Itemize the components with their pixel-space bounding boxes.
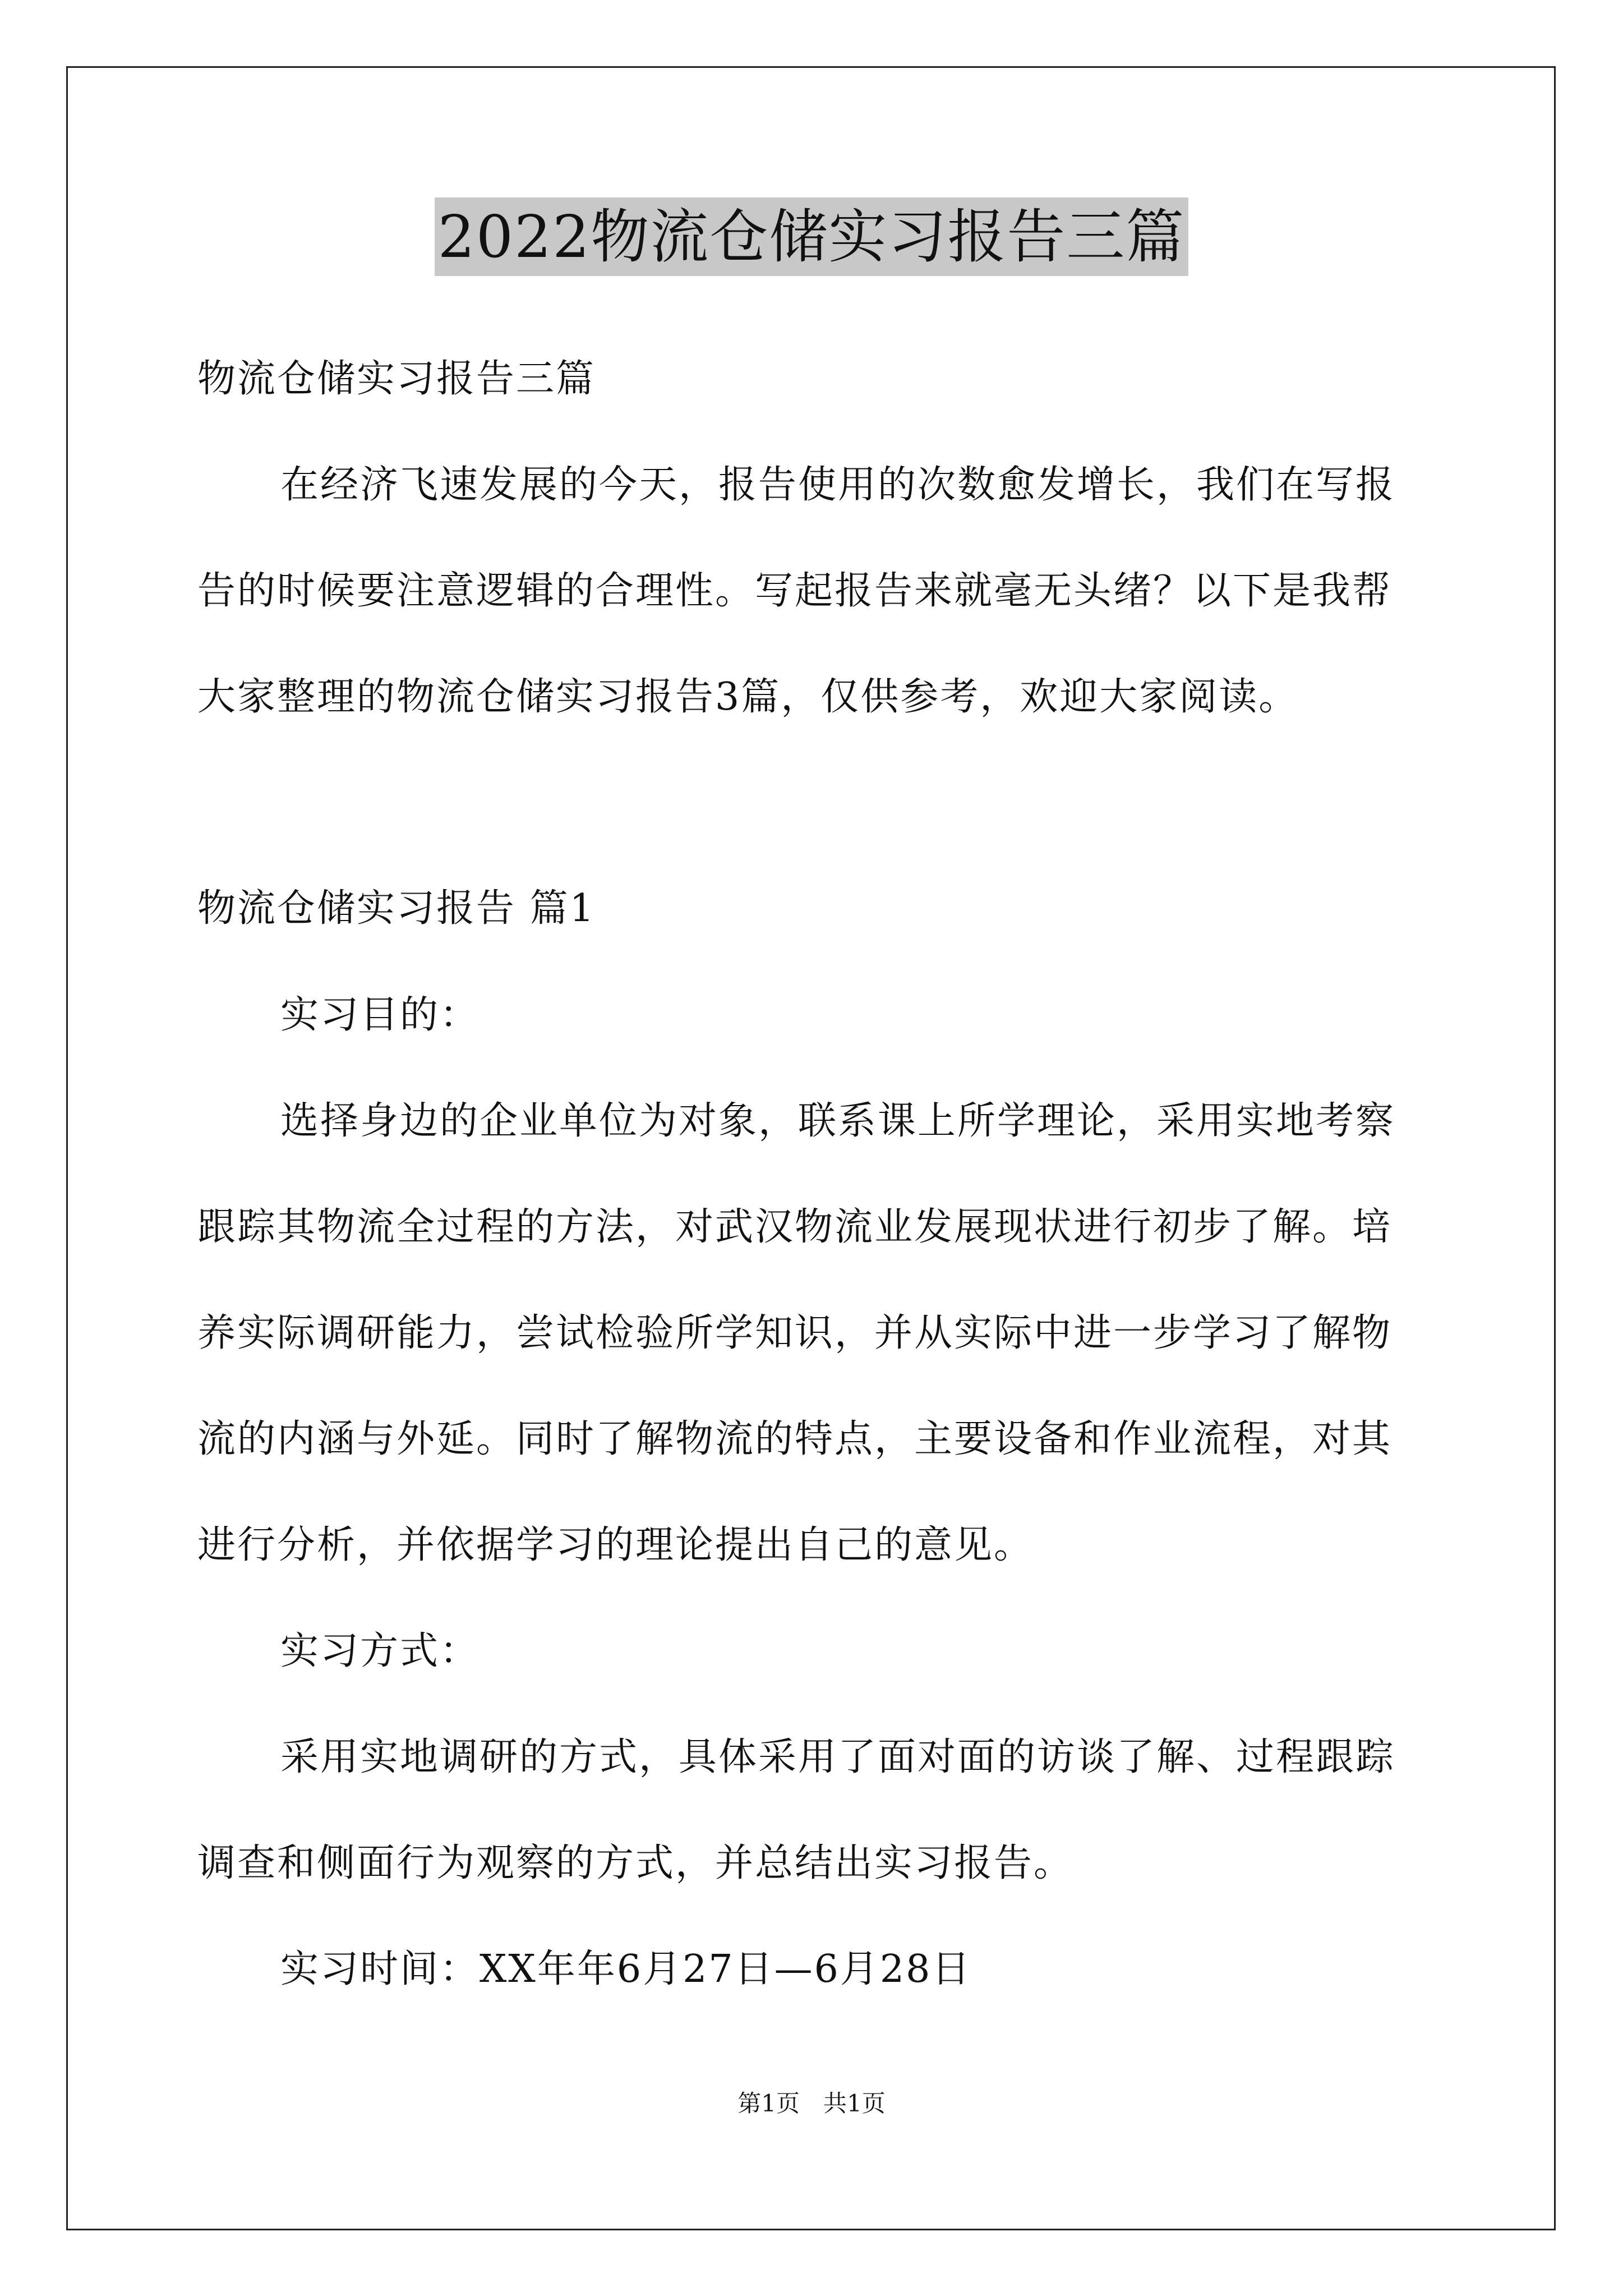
section-heading: 物流仓储实习报告 篇1 bbox=[197, 886, 596, 931]
method-line-2: 调查和侧面行为观察的方式，并总结出实习报告。 bbox=[197, 1841, 1074, 1885]
method-label: 实习方式： bbox=[280, 1629, 480, 1673]
intro-line-2: 告的时候要注意逻辑的合理性。写起报告来就毫无头绪？以下是我帮 bbox=[197, 569, 1393, 613]
purpose-label: 实习目的： bbox=[280, 993, 480, 1037]
purpose-line-5: 进行分析，并依据学习的理论提出自己的意见。 bbox=[197, 1523, 1034, 1567]
purpose-line-3: 养实际调研能力，尝试检验所学知识，并从实际中进一步学习了解物 bbox=[197, 1311, 1393, 1355]
internship-time: 实习时间：XX年年6月27日—6月28日 bbox=[280, 1947, 972, 1991]
subtitle: 物流仓储实习报告三篇 bbox=[197, 357, 596, 401]
title-wrap bbox=[0, 197, 1623, 276]
page-title: 2022物流仓储实习报告三篇 bbox=[435, 197, 1189, 276]
purpose-line-1: 选择身边的企业单位为对象，联系课上所学理论，采用实地考察 bbox=[280, 1099, 1396, 1143]
method-line-1: 采用实地调研的方式，具体采用了面对面的访谈了解、过程跟踪 bbox=[280, 1735, 1396, 1779]
page-footer: 第1页 共1页 bbox=[737, 2090, 886, 2117]
purpose-line-2: 跟踪其物流全过程的方法，对武汉物流业发展现状进行初步了解。培 bbox=[197, 1205, 1393, 1249]
purpose-line-4: 流的内涵与外延。同时了解物流的特点，主要设备和作业流程，对其 bbox=[197, 1417, 1393, 1461]
intro-line-3: 大家整理的物流仓储实习报告3篇，仅供参考，欢迎大家阅读。 bbox=[197, 675, 1299, 719]
intro-line-1: 在经济飞速发展的今天，报告使用的次数愈发增长，我们在写报 bbox=[280, 463, 1396, 507]
